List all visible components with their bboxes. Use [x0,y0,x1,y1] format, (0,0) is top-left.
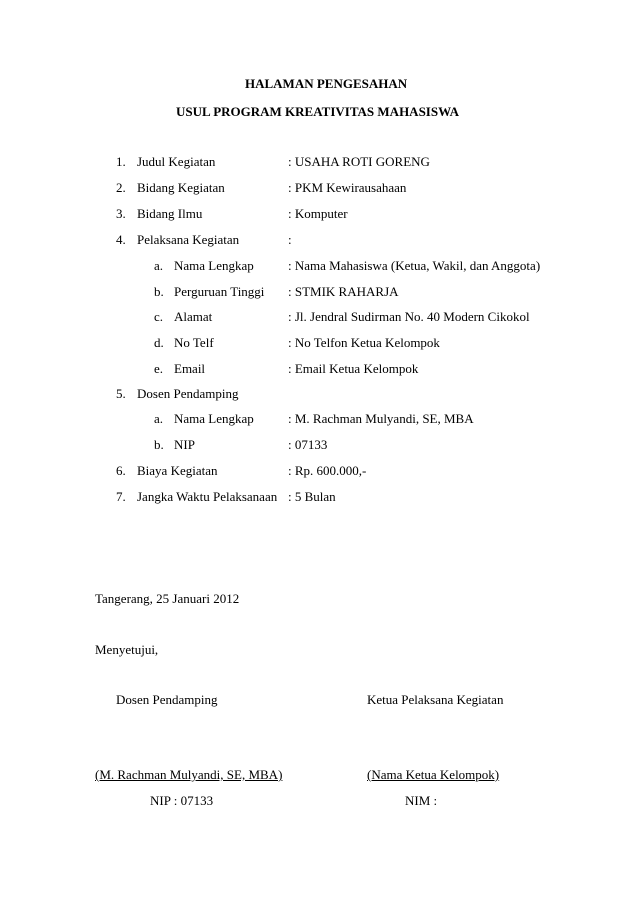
subitem-letter: b. [154,437,164,452]
subitem-label: Nama Lengkap [174,411,254,426]
subitem-label: No Telf [174,335,214,350]
subitem-value: : Jl. Jendral Sudirman No. 40 Modern Cikokol [288,309,530,324]
title-line-2: USUL PROGRAM KREATIVITAS MAHASISWA [176,104,460,119]
subitem-value: : 07133 [288,437,328,452]
left-signatory-id: NIP : 07133 [150,793,214,808]
item-value: : 5 Bulan [288,489,336,504]
left-signatory-name: (M. Rachman Mulyandi, SE, MBA) [95,767,283,782]
item-number: 3. [116,206,126,221]
title-line-1: HALAMAN PENGESAHAN [245,76,408,91]
subitem-letter: a. [154,411,164,426]
item-label: Biaya Kegiatan [137,463,218,478]
item-number: 1. [116,154,126,169]
item-label: Judul Kegiatan [137,154,216,169]
subitem-letter: b. [154,284,164,299]
item-number: 6. [116,463,126,478]
item-label: Jangka Waktu Pelaksanaan [137,489,278,504]
item-label: Bidang Kegiatan [137,180,225,195]
subitem-value: : No Telfon Ketua Kelompok [288,335,440,350]
subitem-label: Nama Lengkap [174,258,254,273]
subitem-value: : Email Ketua Kelompok [288,361,419,376]
subitem-letter: a. [154,258,164,273]
approval-label: Menyetujui, [95,642,159,657]
subitem-label: NIP [174,437,195,452]
subitem-label: Email [174,361,206,376]
item-label: Pelaksana Kegiatan [137,232,240,247]
item-number: 7. [116,489,126,504]
subitem-letter: e. [154,361,164,376]
subitem-letter: d. [154,335,164,350]
place-date: Tangerang, 25 Januari 2012 [95,591,240,606]
item-value: : [288,232,292,247]
left-signatory-role: Dosen Pendamping [116,692,218,707]
item-number: 4. [116,232,126,247]
subitem-label: Alamat [174,309,213,324]
item-number: 2. [116,180,126,195]
right-signatory-role: Ketua Pelaksana Kegiatan [367,692,504,707]
item-value: : Komputer [288,206,348,221]
item-label: Bidang Ilmu [137,206,203,221]
item-number: 5. [116,386,126,401]
right-signatory-id: NIM : [405,793,438,808]
right-signatory-name: (Nama Ketua Kelompok) [367,767,500,782]
item-value: : PKM Kewirausahaan [288,180,407,195]
subitem-value: : Nama Mahasiswa (Ketua, Wakil, dan Anggota) [288,258,541,273]
item-value: : Rp. 600.000,- [288,463,367,478]
item-value: : USAHA ROTI GORENG [288,154,430,169]
subitem-letter: c. [154,309,164,324]
item-label: Dosen Pendamping [137,386,239,401]
subitem-value: : STMIK RAHARJA [288,284,399,299]
subitem-label: Perguruan Tinggi [174,284,265,299]
subitem-value: : M. Rachman Mulyandi, SE, MBA [288,411,474,426]
